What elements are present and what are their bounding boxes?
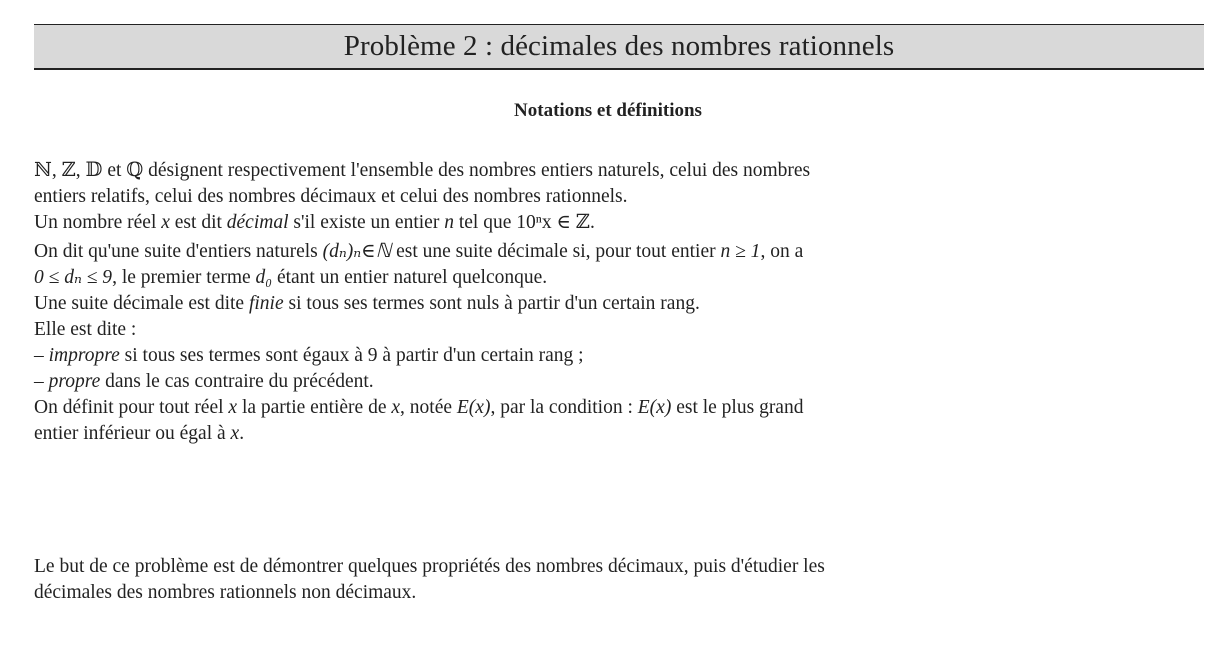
list-item-impropre: – impropre si tous ses termes sont égaux à 9 à partir d'un certain rang ;	[34, 345, 584, 366]
text-line: Le but de ce problème est de démontrer quelques propriétés des nombres décimaux, puis d'étudier les	[34, 556, 825, 577]
term-decimal: décimal	[226, 212, 289, 233]
section-heading: Notations et définitions	[514, 100, 702, 121]
paragraph-goal	[34, 554, 1206, 606]
formula-digit-bounds: 0 ≤ dₙ ≤ 9	[34, 267, 113, 288]
list-item-propre: – propre dans le cas contraire du précédent.	[34, 371, 374, 392]
paragraph-decimal-sequence	[34, 239, 1206, 447]
text-line-decimal-definition: Un nombre réel x est dit décimal s'il existe un entier n tel que 10ⁿx ∈ ℤ.	[34, 212, 595, 233]
problem-title-band	[34, 24, 1204, 70]
text-line: entier inférieur ou égal à x.	[34, 423, 245, 444]
text-line: décimales des nombres rationnels non décimaux.	[34, 582, 417, 603]
text-line: ℕ, ℤ, 𝔻 et ℚ désignent respectivement l'ensemble des nombres entiers naturels, celui des nombres	[34, 160, 811, 181]
text-line: Une suite décimale est dite finie si tous ses termes sont nuls à partir d'un certain rang.	[34, 293, 700, 314]
formula-10nx: 10ⁿx ∈ ℤ.	[516, 212, 595, 233]
text-line: On dit qu'une suite d'entiers naturels (dₙ)ₙ∈ℕ est une suite décimale si, pour tout entier n ≥ 1, on a	[34, 241, 804, 262]
formula-sequence: (dₙ)ₙ∈ℕ	[322, 241, 392, 262]
text-line: entiers relatifs, celui des nombres décimaux et celui des nombres rationnels.	[34, 186, 628, 207]
text-line: On définit pour tout réel x la partie entière de x, notée E(x), par la condition : E(x) est le plus grand	[34, 397, 804, 418]
paragraph-definitions-sets	[34, 158, 1206, 236]
text-line: 0 ≤ dₙ ≤ 9, le premier terme d₀ étant un entier naturel quelconque.	[34, 267, 548, 288]
text-line: Elle est dite :	[34, 319, 137, 340]
term-finie: finie	[248, 293, 284, 314]
problem-title: Problème 2 : décimales des nombres rationnels	[343, 30, 895, 62]
